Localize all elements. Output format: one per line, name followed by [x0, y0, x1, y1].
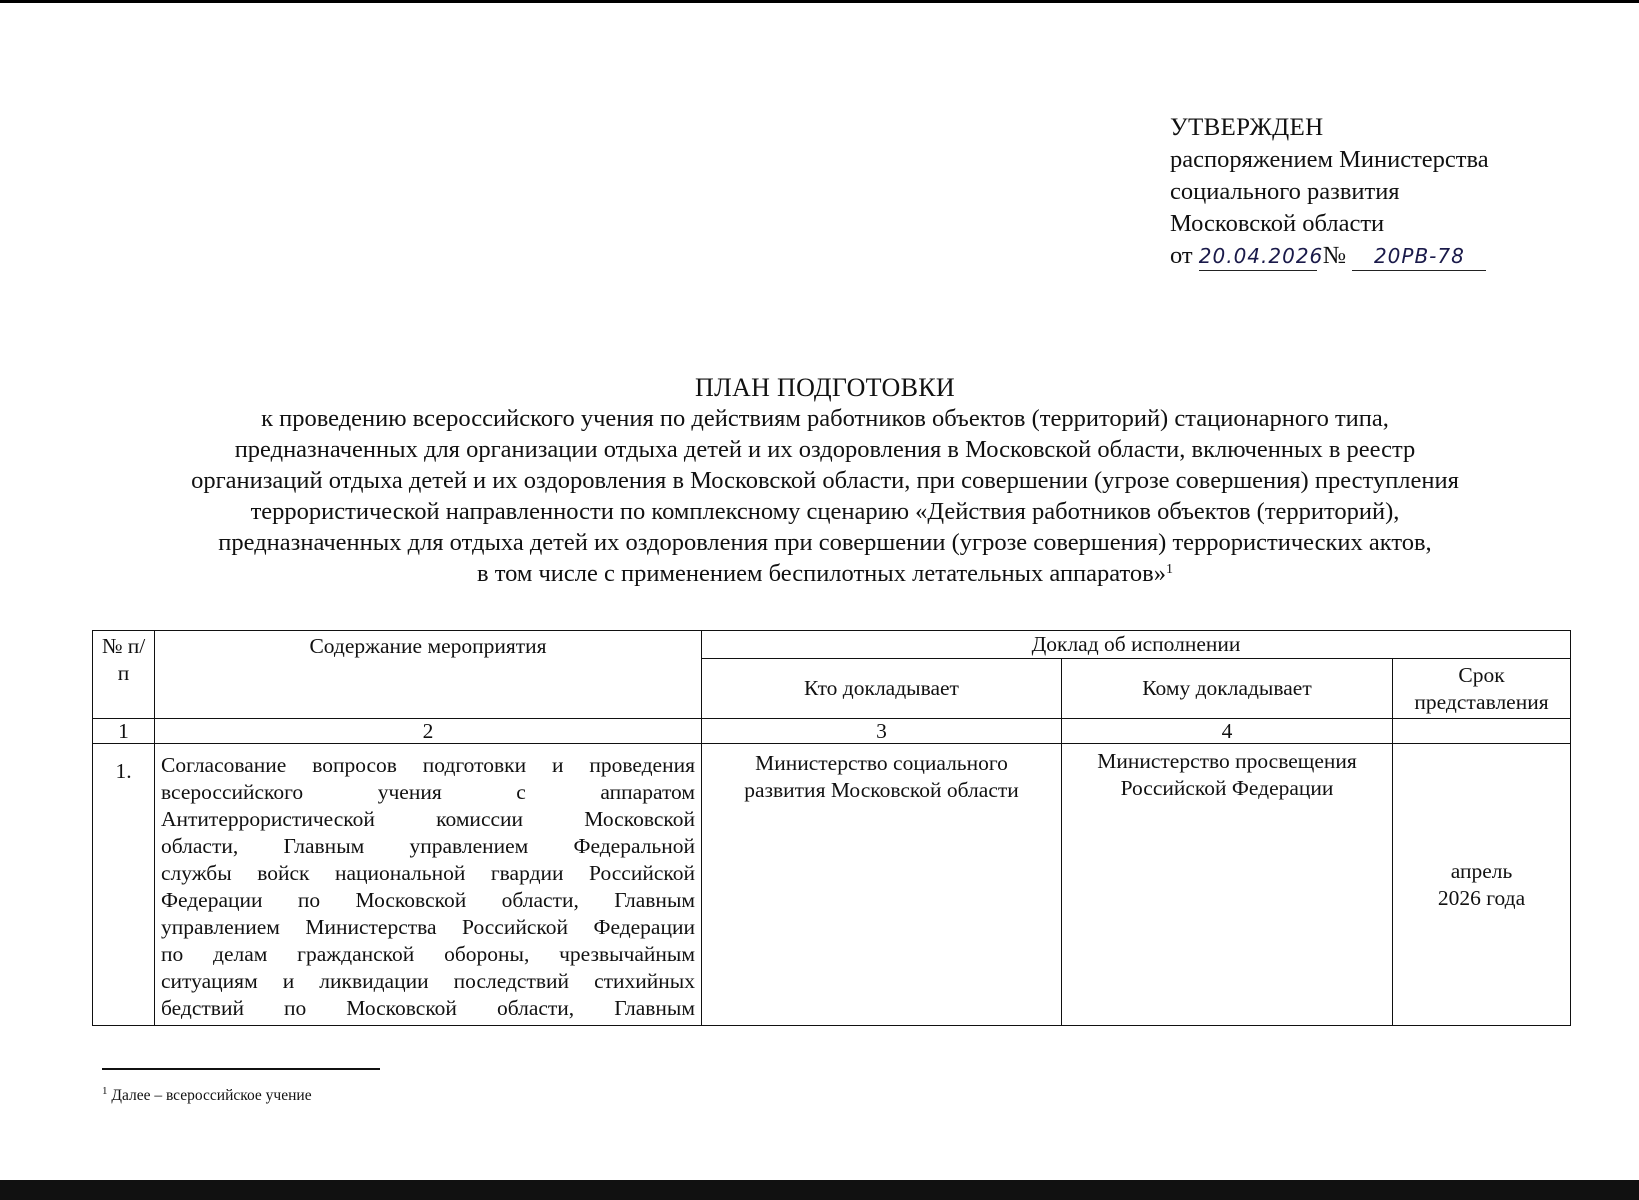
- row-deadline: [1393, 744, 1571, 1026]
- deadline-line: 2026 года: [1437, 885, 1526, 910]
- content-line: управлением Министерства Российской Федерации: [161, 915, 695, 939]
- title-line: террористической направленности по комплексному сценарию «Действия работников объектов (территорий),: [250, 498, 1400, 525]
- numbering-cell: [1393, 719, 1571, 744]
- approval-line: Московской области: [1170, 210, 1385, 237]
- footnote-text: Далее – всероссийское учение: [111, 1087, 312, 1104]
- table-row: [93, 744, 1571, 1026]
- header-report-group: Доклад об исполнении: [702, 631, 1571, 659]
- approval-line: распоряжением Министерства: [1170, 146, 1489, 173]
- footnote-mark: 1: [102, 1085, 108, 1097]
- approval-line: социального развития: [1170, 178, 1400, 205]
- row-who: [702, 744, 1062, 1026]
- content-line: области, Главным управлением Федеральной: [161, 834, 695, 858]
- title-line: организаций отдыха детей и их оздоровления в Московской области, при совершении (угрозе совершения) преступления: [191, 467, 1459, 494]
- scan-bottom-edge: [0, 1180, 1639, 1200]
- numbering-cell: 1: [93, 719, 155, 744]
- header-num: № п/п: [93, 631, 155, 719]
- numbering-cell: 4: [1062, 719, 1393, 744]
- title-line: к проведению всероссийского учения по действиям работников объектов (территорий) стационарного типа,: [261, 405, 1389, 432]
- handwritten-number: 20РВ-78: [1373, 244, 1465, 268]
- footnote-separator: [102, 1068, 380, 1070]
- to-whom-line: Российской Федерации: [1120, 776, 1334, 800]
- document-title: [60, 372, 1590, 589]
- numbering-cell: 3: [702, 719, 1062, 744]
- deadline-line: апрель: [1450, 858, 1513, 883]
- title-line: предназначенных для организации отдыха детей и их оздоровления в Московской области, включенных в реестр: [234, 436, 1416, 463]
- approval-date-number: [1170, 240, 1489, 274]
- content-line: службы войск национальной гвардии Российской: [161, 861, 695, 885]
- header-content: Содержание мероприятия: [155, 631, 702, 719]
- footnote: [102, 1087, 312, 1105]
- content-line: бедствий по Московской области, Главным: [161, 996, 695, 1020]
- date-prefix: от: [1170, 242, 1193, 269]
- who-line: развития Московской области: [744, 778, 1019, 802]
- numbering-row: [93, 719, 1571, 744]
- row-to-whom: [1062, 744, 1393, 1026]
- scan-top-edge: [0, 0, 1639, 3]
- footnote-ref: 1: [1165, 562, 1173, 577]
- row-content: [155, 744, 702, 1026]
- title-line: предназначенных для отдыха детей их оздоровления при совершении (угрозе совершения) террористических актов,: [218, 529, 1432, 556]
- title-line: в том числе с применением беспилотных летательных аппаратов»: [477, 560, 1166, 587]
- title-main: ПЛАН ПОДГОТОВКИ: [695, 373, 955, 402]
- numbering-cell: 2: [155, 719, 702, 744]
- header-to-whom: Кому докладывает: [1062, 659, 1393, 719]
- handwritten-date: 20.04.2026: [1198, 244, 1324, 268]
- content-line: Федерации по Московской области, Главным: [161, 888, 695, 912]
- number-field: [1352, 242, 1486, 271]
- header-deadline: Срок представления: [1393, 659, 1571, 719]
- number-prefix: №: [1322, 242, 1347, 269]
- date-field: [1198, 242, 1324, 271]
- approval-stamp: [1170, 112, 1489, 274]
- plan-table: [92, 630, 1571, 1026]
- content-line: Согласование вопросов подготовки и проведения: [161, 753, 695, 777]
- content-line: ситуациям и ликвидации последствий стихийных: [161, 969, 695, 993]
- content-line: всероссийского учения с аппаратом: [161, 780, 695, 804]
- header-who: Кто докладывает: [702, 659, 1062, 719]
- who-line: Министерство социального: [755, 751, 1008, 775]
- to-whom-line: Министерство просвещения: [1097, 749, 1357, 773]
- approval-heading: УТВЕРЖДЕН: [1170, 114, 1324, 141]
- row-num: 1.: [93, 744, 155, 1026]
- content-line: по делам гражданской обороны, чрезвычайным: [161, 942, 695, 966]
- title-line-last: [60, 558, 1590, 589]
- content-line: Антитеррористической комиссии Московской: [161, 807, 695, 831]
